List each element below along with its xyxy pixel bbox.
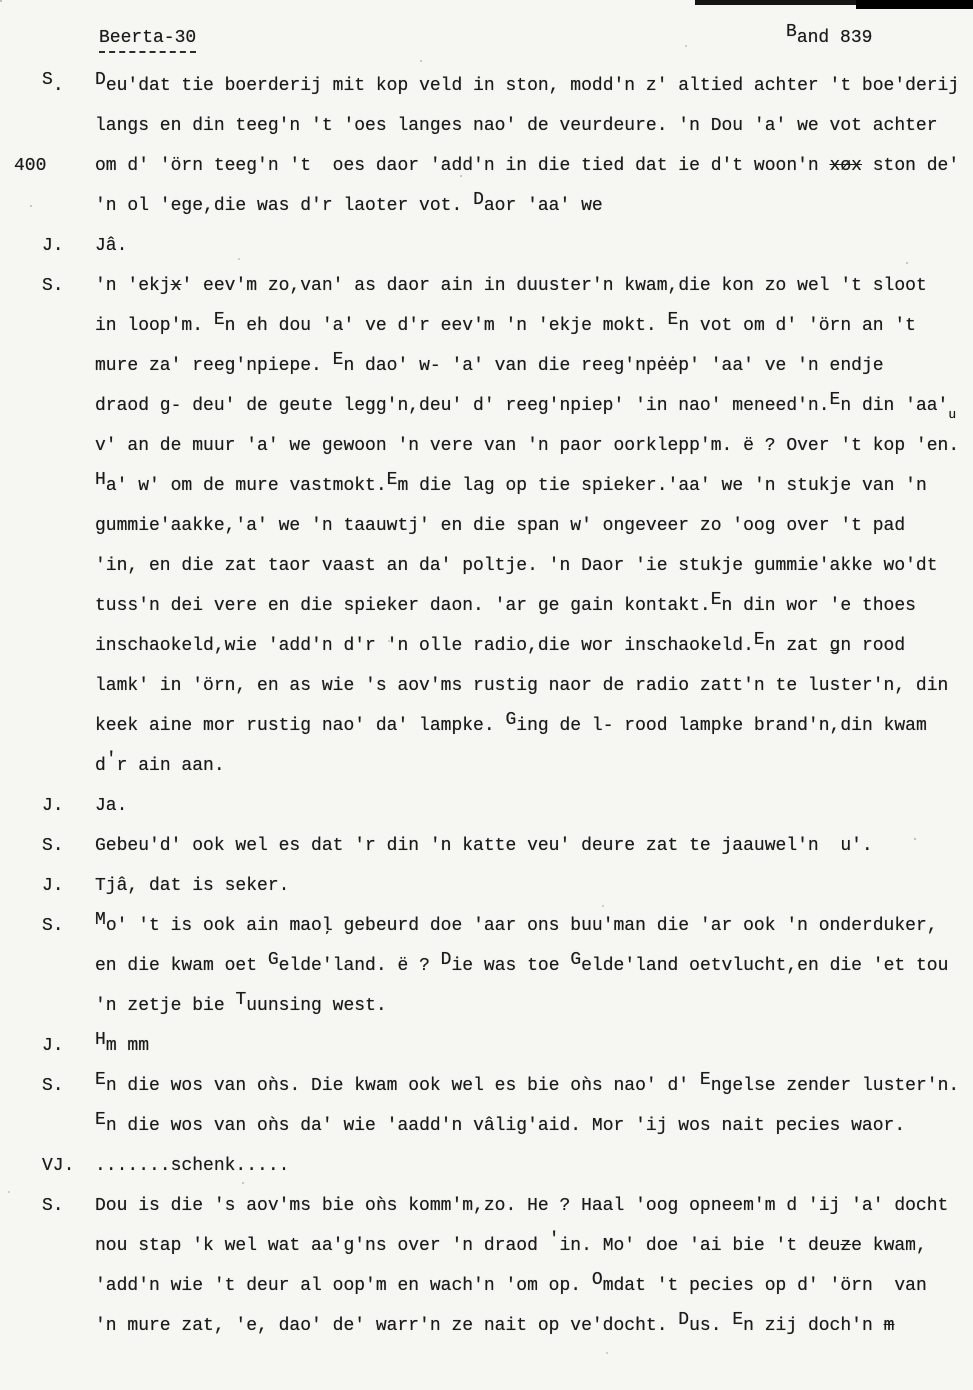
utterance-text: Tjâ, dat is seker. [95,876,290,896]
utterance-text: lamk' in 'örn, en as wie 's aov'ms rustig naor de radio zatt'n te luster'n, din [95,676,949,696]
scan-noise-specks [0,0,2,2]
utterance-text: 'n zetje bie Tuunsing west. [95,990,387,1016]
transcript-line [0,386,973,426]
transcript-line [0,586,973,626]
speaker-label: S. [42,70,64,96]
utterance-text: .......schenk..... [95,1156,290,1176]
page-title: Beerta-30 [99,28,196,53]
utterance-text: draod g- deu' de geute legg'n,deu' d' reeg'npiep' 'in nao' meneed'n.En din '$aa'_u$ [95,390,957,422]
transcript-line [0,866,973,906]
utterance-text: Mo' 't is ook ain maoļ gebeurd doe 'aar ons buu'man die 'ar ook 'n onderduker, [95,910,938,936]
utterance-text: inschaokeld,wie 'add'n d'r 'n olle radio,die wor inschaokeld.En zat ǥn rood [95,630,906,656]
utterance-text: in loop'm. En eh dou 'a' ve d'r eev'm 'n 'ekje mokt. En vot om d' 'örn an 't [95,310,916,336]
transcript-line [0,506,973,546]
transcript-line [0,346,973,386]
utterance-text: Gebeu'd' ook wel es dat 'r din 'n katte veu' deure zat te jaauwel'n u'. [95,836,873,856]
utterance-text: 'n mure zat, 'e, dao' de' warr'n ze nait op ve'docht. Dus. En zij doch'n m [95,1310,895,1336]
utterance-text: En die wos van oǹs. Die kwam ook wel es bie oǹs nao' d' Engelse zender luster'n. [95,1070,960,1096]
transcript-line [0,306,973,346]
speaker-label: J. [42,1036,64,1056]
margin-line-number: 400 [14,156,47,176]
transcript-line [0,1306,973,1346]
transcript-line [0,266,973,306]
utterance-text: tuss'n dei vere en die spieker daon. 'ar ge gain kontakt.En din wor 'e thoes [95,590,916,616]
utterance-text: langs en din teeg'n 't 'oes langes nao' de veurdeure. 'n Dou 'a' we vot achter [95,116,938,136]
band-number-label: Band 839 [786,22,873,48]
speaker-label: J. [42,876,64,896]
transcript-line [0,666,973,706]
speaker-label: J. [42,236,64,256]
speaker-label: S. [42,836,64,856]
transcript-line [0,146,973,186]
utterance-text: v' an de muur 'a' we gewoon 'n vere van 'n paor oorklepp'm. ë ? Over 't kop 'en. [95,436,960,456]
speaker-label: S. [42,276,64,296]
transcript-line [0,66,973,106]
utterance-text: 'add'n wie 't deur al oop'm en wach'n 'om op. Omdat 't pecies op d' 'örn van [95,1270,927,1296]
utterance-text: Deu'dat tie boerderij mit kop veld in ston, modd'n z' altied achter 't boe'derij [95,70,960,96]
transcript-line [0,786,973,826]
transcript-line [0,1026,973,1066]
transcript-line [0,466,973,506]
utterance-text: Ja. [95,796,128,816]
speaker-label: S. [42,1076,64,1096]
transcript-line [0,226,973,266]
transcript-line [0,1066,973,1106]
speaker-label: S. [42,916,64,936]
transcript-line [0,1106,973,1146]
transcript-line [0,1226,973,1266]
transcript-line [0,626,973,666]
utterance-text: Ha' w' om de mure vastmokt.Em die lag op tie spieker.'aa' we 'n stukje van 'n [95,470,927,496]
utterance-text: En die wos van oǹs da' wie 'aadd'n vâlig'aid. Mor 'ij wos nait pecies waor. [95,1110,906,1136]
transcript-line [0,1266,973,1306]
speaker-label: J. [42,796,64,816]
transcript-line [0,106,973,146]
transcript-line [0,986,973,1026]
speaker-label: S. [42,1196,64,1216]
transcript-lines-container [0,66,973,1346]
transcript-line [0,906,973,946]
utterance-text: keek aine mor rustig nao' da' lampke. Ging de l- rood lampke brand'n,din kwam [95,710,927,736]
transcript-line [0,426,973,466]
transcript-line [0,946,973,986]
speaker-label: VJ. [42,1156,75,1176]
transcript-line [0,706,973,746]
utterance-text: en die kwam oet Gelde'land. ë ? Die was toe Gelde'land oetvlucht,en die 'et tou [95,950,949,976]
transcript-line [0,826,973,866]
utterance-text: nou stap 'k wel wat aa'g'ns over 'n draod 'in. Mo' doe 'ai bie 't deuze kwam, [95,1230,927,1256]
transcript-line [0,186,973,226]
utterance-text: om d' 'örn teeg'n 't oes daor 'add'n in die tied dat ie d't woon'n xøx ston de' [95,156,960,176]
utterance-text: 'in, en die zat taor vaast an da' poltje. 'n Daor 'ie stukje gummie'akke wo'dt [95,556,938,576]
utterance-text: d'r ain aan. [95,750,225,776]
scan-artifact-bar-thick [856,0,973,9]
transcript-line [0,1186,973,1226]
transcript-line [0,546,973,586]
utterance-text: Jâ. [95,236,128,256]
utterance-text: Hm mm [95,1030,150,1056]
utterance-text: gummie'aakke,'a' we 'n taauwtj' en die span w' ongeveer zo 'oog over 't pad [95,516,906,536]
transcript-line [0,746,973,786]
utterance-text: 'n ol 'ege,die was d'r laoter vot. Daor 'aa' we [95,190,603,216]
utterance-text: Dou is die 's aov'ms bie oǹs komm'm,zo. He ? Haal 'oog opneem'm d 'ij 'a' docht [95,1196,949,1216]
utterance-text: mure za' reeg'npiepe. En dao' w- 'a' van die reeg'npėėp' 'aa' ve 'n endje [95,350,884,376]
transcript-line [0,1146,973,1186]
utterance-text: 'n 'ekjx' eev'm zo,van' as daor ain in duuster'n kwam,die kon zo wel 't sloot [95,276,927,296]
